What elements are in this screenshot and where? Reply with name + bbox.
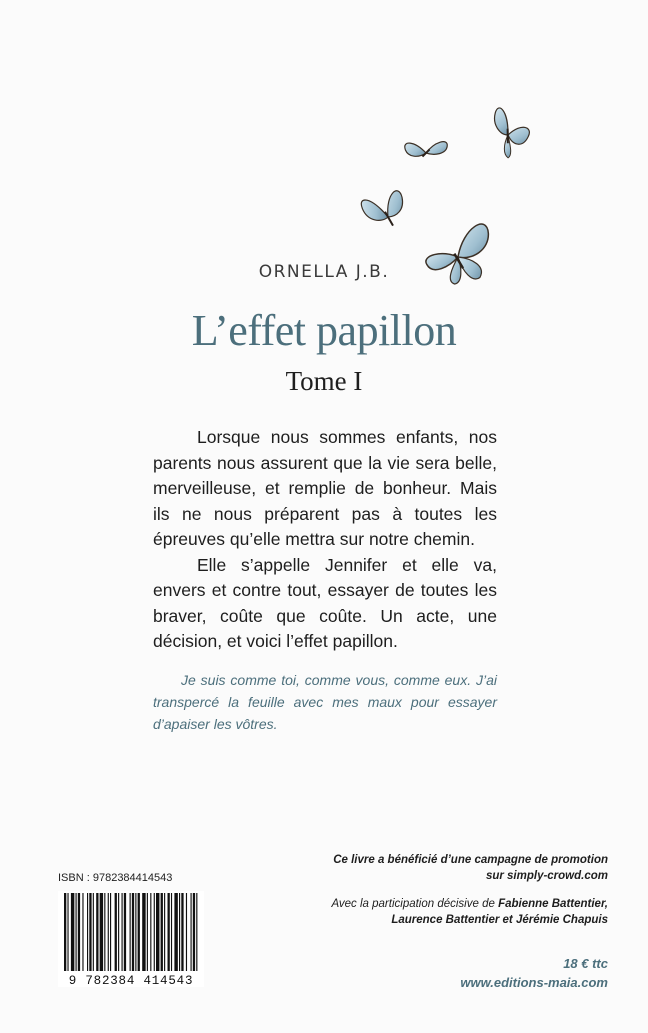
barcode-bar [164,893,165,971]
barcode-bar [122,893,123,971]
publisher-website: www.editions-maia.com [460,975,608,990]
barcode-bar [71,893,74,971]
barcode-bar [87,893,88,971]
barcode-bar [154,893,155,971]
barcode-bar [142,893,145,971]
barcode-bar [64,893,66,971]
barcode-bar [108,893,109,971]
barcode-bar [161,893,163,971]
barcode-bar [196,893,197,971]
participant-name: Fabienne Battentier, [498,898,608,910]
volume-label: Tome I [285,366,363,396]
barcode-bar [138,893,140,971]
barcode-bar [100,893,103,971]
participation-credits [268,896,608,928]
barcode-bar [179,893,180,971]
participation-prefix: Avec la participation décisive de [331,898,495,910]
barcode-digits: 9 782384 414543 [68,974,194,987]
barcode-bar [174,893,177,971]
price-label: 18 € ttc [563,956,608,971]
barcode-bar [110,893,111,971]
barcode-bar [168,893,170,971]
quote-text: Je suis comme toi, comme vous, comme eux. J’ai transpercé la feuille avec mes maux pour essayer d’apaiser les vôtres. [153,672,497,732]
promotion-note [288,852,608,884]
book-title: L’effet papillon [191,306,457,355]
participant-names: Laurence Battentier et Jérémie Chapuis [391,914,608,926]
barcode-bar [135,893,136,971]
barcode-bar [78,893,80,971]
promo-line: sur simply-crowd.com [485,870,608,882]
butterfly-icon [404,138,448,159]
author-quote [153,669,497,735]
barcode-bar [193,893,195,971]
author-name: ORNELLA J.B. [258,262,390,282]
barcode-bar [191,893,192,971]
barcode-bar [124,893,126,971]
barcode-bar [76,893,77,971]
barcode-bar [115,893,117,971]
barcode-bar [118,893,119,971]
barcode-bar [132,893,134,971]
promo-line: Ce livre a bénéficié d’une campagne de promotion [333,854,608,866]
barcode-bar [82,893,83,971]
barcode-bar [96,893,98,971]
barcode-bar [104,893,105,971]
barcode-bar [93,893,94,971]
isbn-label: ISBN : 9782384414543 [58,872,173,884]
barcode-bar [67,893,68,971]
barcode-bar [156,893,159,971]
back-cover-blurb [153,425,497,655]
barcode-bar [171,893,172,971]
barcode-bar [150,893,151,971]
butterfly-icon [359,182,413,234]
butterfly-icon [485,107,534,161]
blurb-paragraph: Elle s’appelle Jennifer et elle va, envers et contre tout, essayer de toutes les braver, coûte que coûte. Un acte, une décision, et voici l’effet papillon. [153,554,497,651]
barcode [58,891,204,987]
barcode-bar [130,893,131,971]
blurb-paragraph: Lorsque nous sommes enfants, nos parents nous assurent que la vie sera belle, merveilleuse, et remplie de bonheur. Mais ils ne nous préparent pas à toutes les épreuves qu’elle mettra sur notre chemin. [153,427,497,549]
barcode-bar [147,893,148,971]
barcode-bar [181,893,183,971]
barcode-bar [186,893,187,971]
barcode-bar [89,893,91,971]
